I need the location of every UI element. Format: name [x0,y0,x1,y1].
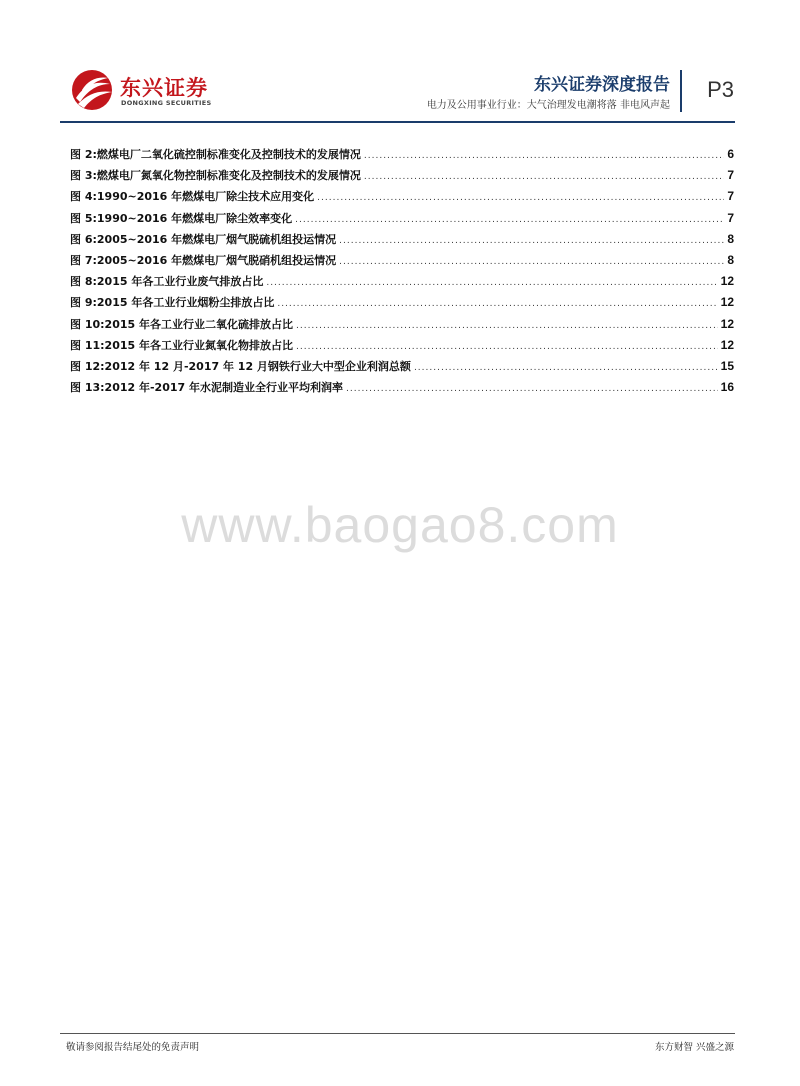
toc-leader-dots [296,321,718,331]
toc-entry-label: 图 11:2015 年各工业行业氮氧化物排放占比 [70,338,293,352]
footer-rule [60,1033,735,1034]
toc-leader-dots [296,342,718,352]
toc-entry-page: 12 [720,295,734,310]
toc-entry-page: 7 [727,168,734,183]
figure-list [70,146,734,400]
toc-entry-label: 图 10:2015 年各工业行业二氧化硫排放占比 [70,317,293,331]
report-subtitle: 电力及公用事业行业：大气治理发电潮将落 非电风声起 [426,100,670,111]
toc-entry-page: 8 [727,231,734,246]
toc-entry-page: 12 [720,274,734,289]
toc-leader-dots [364,172,724,182]
toc-entry[interactable] [70,231,734,252]
toc-entry[interactable] [70,337,734,358]
page-number: P3 [707,77,734,102]
toc-entry-label: 图 4:1990~2016 年燃煤电厂除尘技术应用变化 [70,190,315,204]
toc-entry-page: 15 [720,358,734,373]
toc-entry-label: 图 12:2012 年 12 月-2017 年 12 月钢铁行业大中型企业利润总额 [70,359,411,373]
toc-entry-page: 12 [720,316,734,331]
report-title: 东兴证券深度报告 [534,75,670,95]
page-header [60,60,740,122]
toc-entry-page: 7 [727,210,734,225]
logo-chinese-name: 东兴证券 [120,76,208,100]
toc-entry-page: 12 [720,337,734,352]
logo-mark-icon [70,68,116,112]
toc-entry-label: 图 7:2005~2016 年燃煤电厂烟气脱硝机组投运情况 [70,253,337,267]
toc-leader-dots [339,236,724,246]
toc-entry[interactable] [70,273,734,294]
company-logo [70,68,230,118]
toc-leader-dots [414,363,718,373]
toc-entry-label: 图 5:1990~2016 年燃煤电厂除尘效率变化 [70,211,293,225]
footer-slogan: 东方财智 兴盛之源 [654,1042,734,1053]
toc-entry-page: 8 [727,252,734,267]
toc-entry[interactable] [70,379,734,400]
footer-disclaimer: 敬请参阅报告结尾处的免责声明 [66,1042,200,1053]
header-rule [60,121,735,123]
header-divider [680,70,682,112]
toc-entry-page: 16 [720,380,734,395]
toc-entry[interactable] [70,167,734,188]
toc-entry[interactable] [70,294,734,315]
toc-entry[interactable] [70,210,734,231]
toc-entry[interactable] [70,358,734,379]
logo-english-name: DONGXING SECURITIES [121,99,212,107]
toc-leader-dots [295,215,724,225]
toc-entry-label: 图 3:燃煤电厂氮氧化物控制标准变化及控制技术的发展情况 [70,169,361,183]
toc-entry-label: 图 9:2015 年各工业行业烟粉尘排放占比 [70,296,275,310]
toc-entry[interactable] [70,252,734,273]
toc-entry[interactable] [70,146,734,167]
toc-leader-dots [339,257,724,267]
toc-leader-dots [317,193,724,203]
toc-entry-label: 图 13:2012 年-2017 年水泥制造业全行业平均利润率 [70,381,343,395]
watermark: www.baogao8.com [181,497,619,553]
toc-leader-dots [266,278,717,288]
toc-leader-dots [364,151,724,161]
toc-entry-page: 6 [727,147,734,161]
toc-entry-label: 图 6:2005~2016 年燃煤电厂烟气脱硫机组投运情况 [70,232,337,246]
toc-entry[interactable] [70,188,734,209]
toc-leader-dots [346,384,718,394]
toc-entry[interactable] [70,316,734,337]
toc-entry-label: 图 2:燃煤电厂二氧化硫控制标准变化及控制技术的发展情况 [70,148,361,161]
toc-entry-page: 7 [727,189,734,204]
toc-entry-label: 图 8:2015 年各工业行业废气排放占比 [70,275,264,289]
toc-leader-dots [277,299,717,309]
